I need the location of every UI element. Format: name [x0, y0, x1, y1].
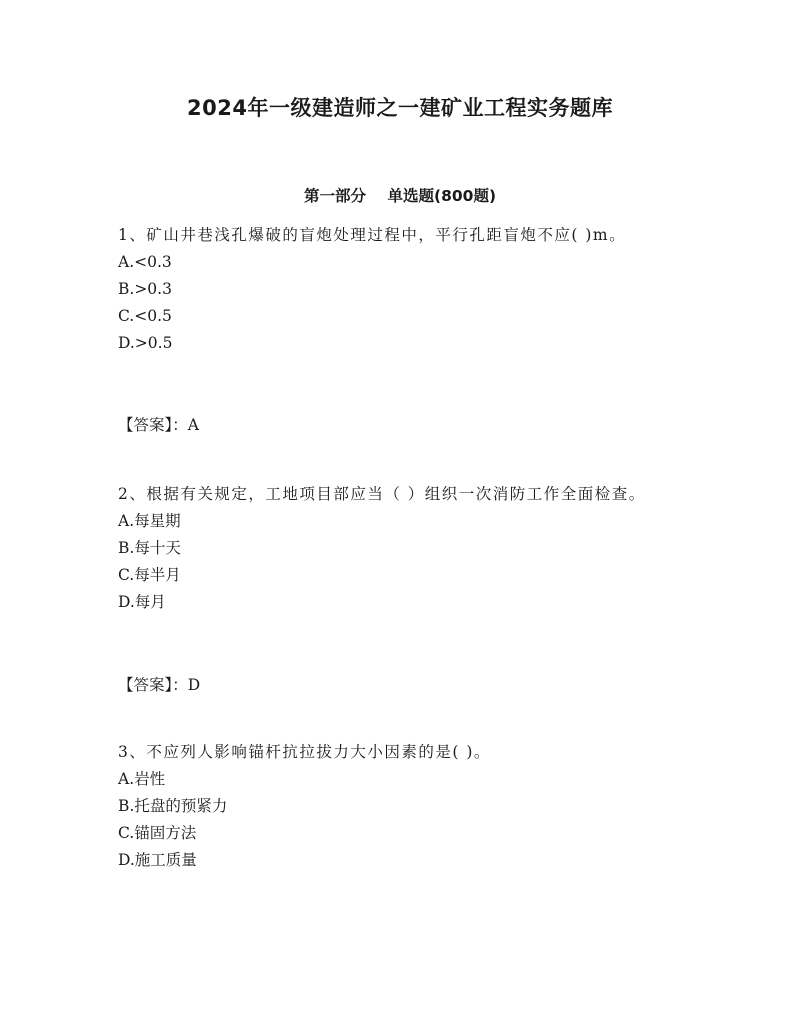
question-3-option-a: A.岩性 [118, 770, 166, 788]
question-2 [118, 481, 683, 616]
question-3-text: 3、不应列人影响锚杆抗拉拔力大小因素的是( )。 [118, 743, 491, 761]
question-3 [118, 739, 683, 874]
question-1-option-c: C.<0.5 [118, 307, 172, 325]
question-1 [118, 222, 683, 357]
question-1-answer: 【答案】：A [118, 416, 199, 434]
question-2-option-b: B.每十天 [118, 539, 181, 557]
section-title: 第一部分 单选题(800题) [303, 187, 497, 205]
question-1-option-b: B.>0.3 [118, 280, 172, 298]
question-1-text: 1、矿山井巷浅孔爆破的盲炮处理过程中，平行孔距盲炮不应( )m。 [118, 226, 627, 244]
question-1-option-d: D.>0.5 [118, 334, 173, 352]
question-2-option-c: C.每半月 [118, 566, 181, 584]
question-2-text: 2、根据有关规定，工地项目部应当（ ）组织一次消防工作全面检查。 [118, 485, 646, 503]
question-1-option-a: A.<0.3 [118, 253, 172, 271]
question-2-option-d: D.每月 [118, 593, 166, 611]
page-title: 2024年一级建造师之一建矿业工程实务题库 [187, 96, 613, 120]
question-2-option-a: A.每星期 [118, 512, 181, 530]
question-3-option-d: D.施工质量 [118, 851, 197, 869]
question-3-option-c: C.锚固方法 [118, 824, 197, 842]
question-2-answer: 【答案】：D [118, 676, 201, 694]
question-3-option-b: B.托盘的预紧力 [118, 797, 228, 815]
